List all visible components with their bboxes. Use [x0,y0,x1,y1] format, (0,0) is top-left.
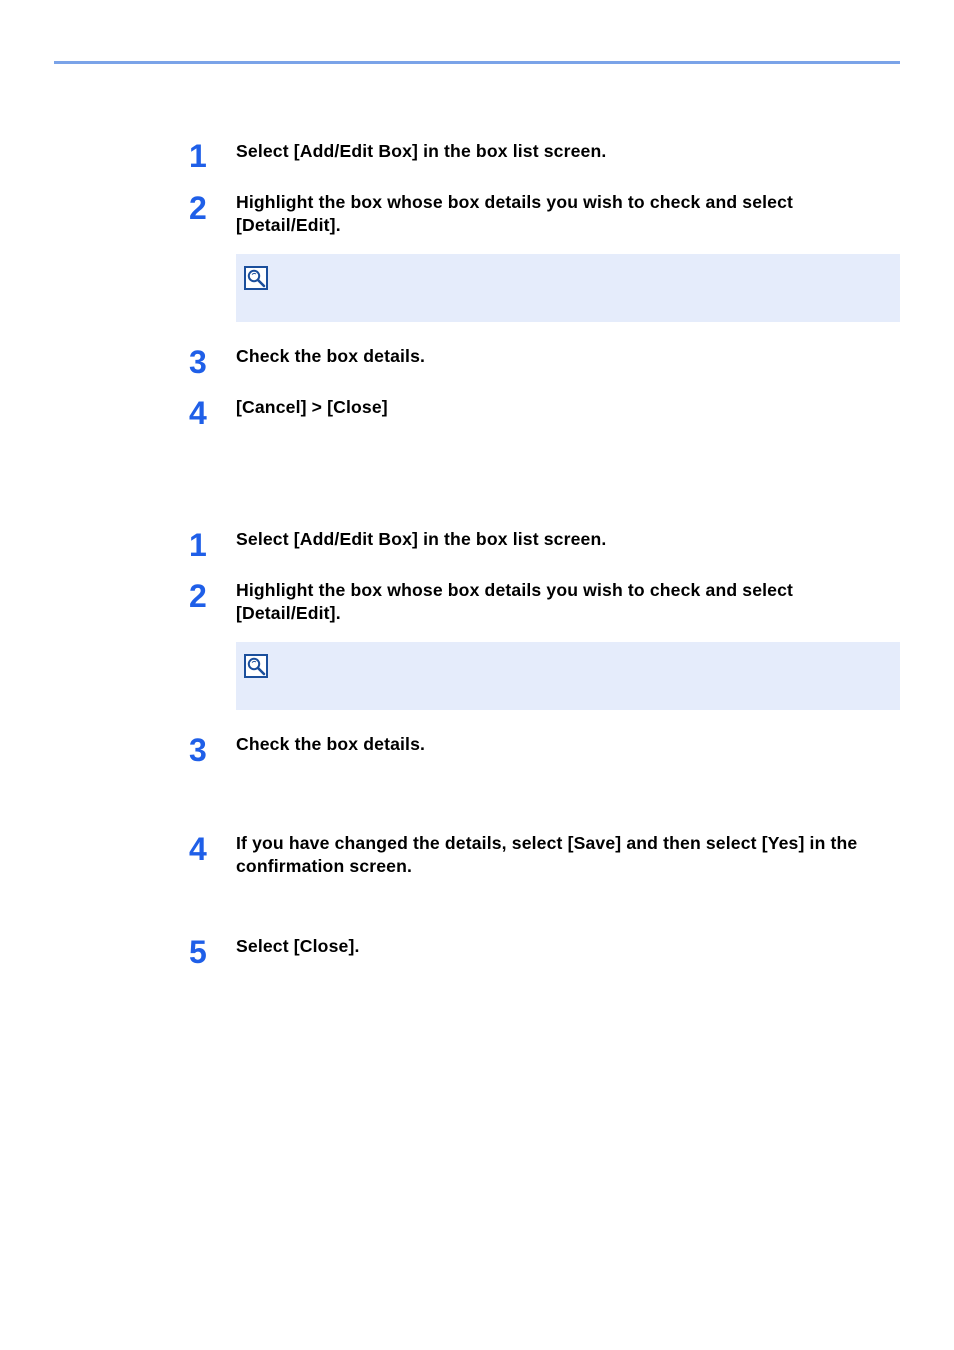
step-number: 1 [189,527,207,563]
step-text: [Cancel] > [Close] [236,397,388,417]
header-rule [54,61,900,64]
step-number: 2 [189,190,207,226]
step-text: Check the box details. [236,734,426,754]
step-text: Select [Add/Edit Box] in the box list screen. [236,141,607,161]
step-text: Select [Add/Edit Box] in the box list screen. [236,529,607,549]
note-box [236,642,900,710]
step-number: 4 [189,831,207,867]
note-box [236,254,900,322]
step-number: 5 [189,934,207,970]
note-magnifier-icon [244,266,268,290]
step-text: If you have changed the details, select [Save] and then select [Yes] in the confirmation screen. [236,833,858,876]
step-number: 4 [189,395,207,431]
step-number: 3 [189,732,207,768]
step-text: Select [Close]. [236,936,360,956]
step-number: 3 [189,344,207,380]
note-magnifier-icon [244,654,268,678]
step-text: Highlight the box whose box details you wish to check and select [Detail/Edit]. [236,580,794,623]
step-text: Check the box details. [236,346,426,366]
step-number: 1 [189,138,207,174]
step-text: Highlight the box whose box details you wish to check and select [Detail/Edit]. [236,192,794,235]
step-number: 2 [189,578,207,614]
